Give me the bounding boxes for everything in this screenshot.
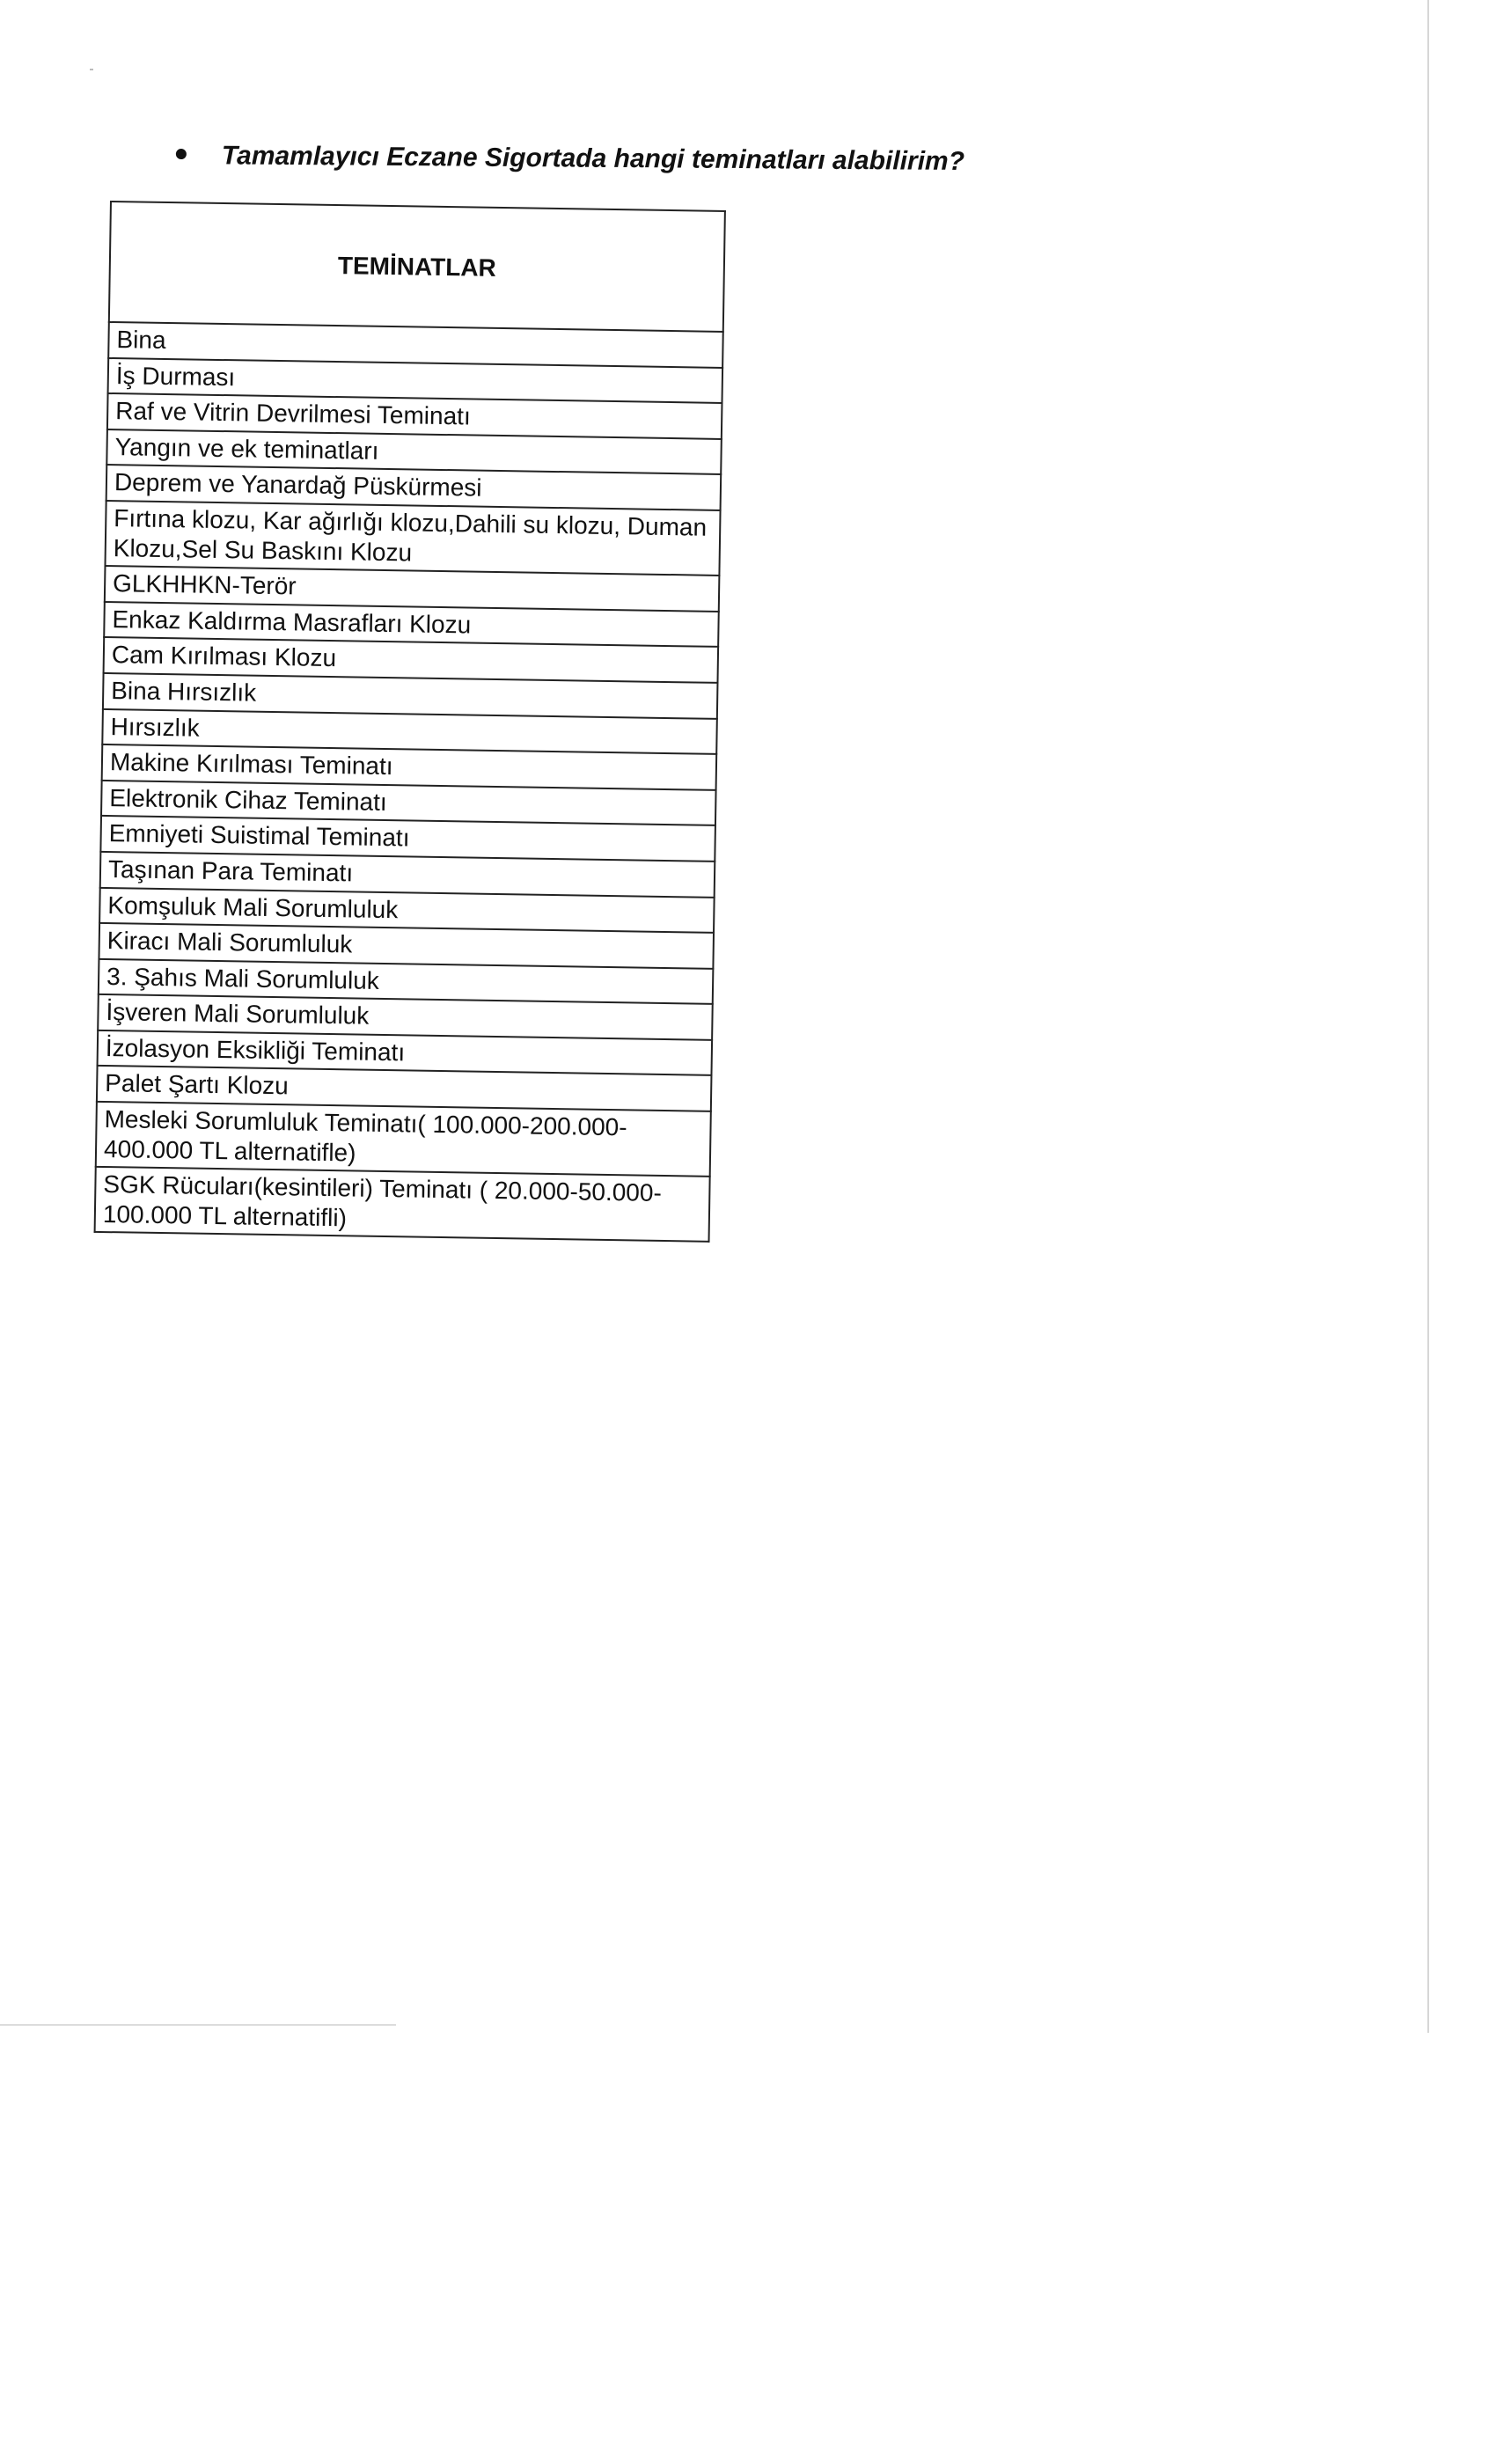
table-cell: İzolasyon Eksikliği Teminatı xyxy=(98,1030,713,1076)
table-cell: Yangın ve ek teminatları xyxy=(106,429,722,475)
table-header: TEMİNATLAR xyxy=(109,202,725,332)
table-row xyxy=(105,501,720,576)
coverage-table-container xyxy=(94,201,726,1243)
question-text: Tamamlayıcı Eczane Sigortada hangi teminatları alabilirim? xyxy=(221,141,965,177)
coverage-table xyxy=(94,201,726,1243)
table-header-row xyxy=(109,202,725,332)
table-cell: 3. Şahıs Mali Sorumluluk xyxy=(99,959,714,1005)
table-cell: Taşınan Para Teminatı xyxy=(100,852,715,898)
table-row xyxy=(96,1102,711,1177)
table-cell: Bina xyxy=(108,322,723,368)
table-cell: Deprem ve Yanardağ Püskürmesi xyxy=(106,465,722,510)
table-cell: GLKHHKN-Terör xyxy=(105,566,720,612)
bullet-icon xyxy=(176,149,187,159)
table-cell: İşveren Mali Sorumluluk xyxy=(98,994,713,1040)
table-cell: İş Durması xyxy=(108,358,723,404)
table-cell: Makine Kırılması Teminatı xyxy=(102,744,717,790)
table-cell: Bina Hırsızlık xyxy=(103,673,718,719)
scan-artifact xyxy=(90,69,93,70)
table-cell: Fırtına klozu, Kar ağırlığı klozu,Dahili su klozu, Duman Klozu,Sel Su Baskını Klozu xyxy=(105,501,720,576)
table-cell: Cam Kırılması Klozu xyxy=(104,637,719,683)
table-row xyxy=(95,1167,710,1242)
table-cell: Enkaz Kaldırma Masrafları Klozu xyxy=(104,602,719,648)
scan-edge-line xyxy=(1427,0,1429,2033)
table-cell: Komşuluk Mali Sorumluluk xyxy=(99,887,715,933)
table-cell: Hırsızlık xyxy=(102,708,717,754)
table-cell: Mesleki Sorumluluk Teminatı( 100.000-200.000-400.000 TL alternatifle) xyxy=(96,1102,711,1177)
scan-edge-line xyxy=(0,2024,396,2026)
table-cell: Raf ve Vitrin Devrilmesi Teminatı xyxy=(107,393,722,439)
table-cell: Palet Şartı Klozu xyxy=(97,1066,712,1111)
table-cell: Emniyeti Suistimal Teminatı xyxy=(100,816,715,862)
table-cell: Kiracı Mali Sorumluluk xyxy=(99,923,714,969)
table-cell: Elektronik Cihaz Teminatı xyxy=(101,781,716,826)
table-cell: SGK Rücuları(kesintileri) Teminatı ( 20.000-50.000-100.000 TL alternatifli) xyxy=(95,1167,710,1242)
question-line xyxy=(176,141,1056,178)
